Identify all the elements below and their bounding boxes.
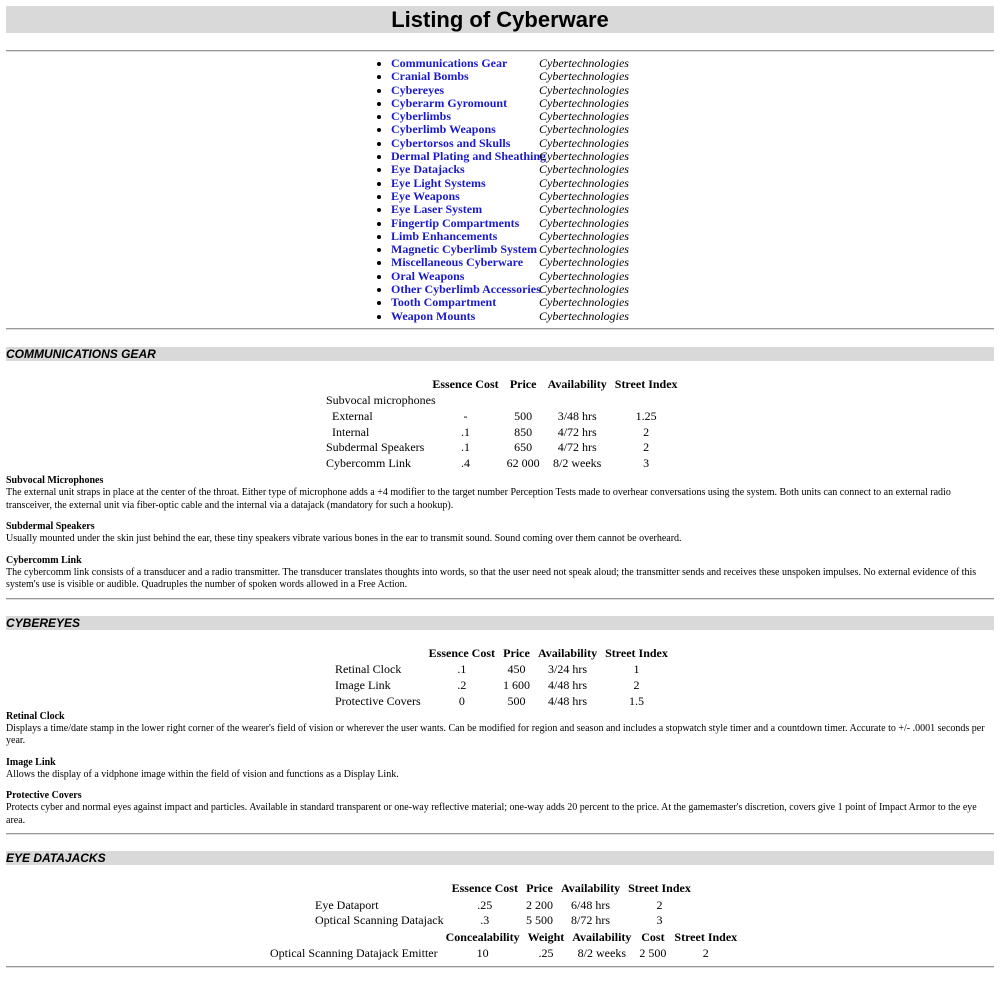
cybereyes-table — [331, 645, 672, 709]
toc-category: Cybertechnologies — [539, 295, 629, 310]
toc-link[interactable]: Dermal Plating and Sheathing — [391, 149, 547, 164]
column-header: Availability — [547, 376, 607, 391]
column-header: Price — [526, 881, 553, 896]
entry-title: Protective Covers — [6, 790, 82, 802]
table-cell: 500 — [507, 693, 526, 708]
toc-link[interactable]: Oral Weapons — [391, 268, 465, 283]
table-cell: 3 — [643, 456, 650, 471]
toc-link[interactable]: Miscellaneous Cyberware — [391, 255, 524, 270]
table-cell: 0 — [458, 693, 465, 708]
column-header: Street Index — [605, 645, 668, 660]
toc-category: Cybertechnologies — [539, 308, 629, 323]
toc-item — [391, 270, 634, 283]
entry — [6, 555, 994, 592]
toc-category: Cybertechnologies — [539, 282, 629, 297]
entry-text: Protects cyber and normal eyes against impact and particles. Available in standard transparent or one-way reflective material; one-way adds 20 percent to the price. At the gamemaster's discretion, covers give 1 point of Impact Armor to the eye area. — [6, 802, 977, 826]
table-cell: 4/48 hrs — [548, 677, 588, 692]
table-cell: Internal — [332, 424, 370, 439]
entry-text: Allows the display of a vidphone image within the field of vision and functions as a Display Link. — [6, 768, 399, 780]
toc-link[interactable]: Magnetic Cyberlimb System — [391, 242, 537, 257]
column-header: Availability — [572, 929, 632, 944]
toc-category: Cybertechnologies — [539, 228, 629, 243]
toc-link[interactable]: Cyberlimbs — [391, 109, 451, 124]
toc-category: Cybertechnologies — [539, 255, 629, 270]
entry-text: The cybercomm link consists of a transducer and a radio transmitter. The transducer translates thoughts into words, so that the user need not speak aloud; the transmitter sends and receives these unspoken impulses. No external evidence of this system's use is visible or audible. Quadruples the number of spoken words allowed in a Free Action. — [6, 566, 977, 591]
table-cell: .2 — [457, 677, 467, 692]
table-row — [311, 913, 695, 929]
toc-item — [391, 177, 634, 190]
column-header: Price — [509, 376, 537, 391]
table-cell: 450 — [507, 662, 526, 677]
toc-category: Cybertechnologies — [539, 109, 629, 124]
table-cell: 4/48 hrs — [548, 693, 588, 708]
toc-item — [391, 243, 634, 256]
toc-link[interactable]: Eye Weapons — [391, 188, 460, 203]
table-row — [322, 409, 682, 425]
toc-category: Cybertechnologies — [539, 69, 629, 84]
table-cell: 650 — [514, 440, 533, 455]
toc-item — [391, 296, 634, 309]
table-cell: Protective Covers — [335, 693, 421, 708]
toc-link[interactable]: Cybereyes — [391, 82, 445, 97]
table-cell: 3 — [656, 913, 663, 928]
column-header — [331, 645, 425, 662]
toc-category: Cybertechnologies — [539, 56, 629, 70]
entry — [6, 757, 994, 782]
table-cell: 2 — [633, 677, 640, 692]
toc-category: Cybertechnologies — [539, 188, 629, 203]
table-cell: 2 — [643, 440, 650, 455]
table-cell: 3/48 hrs — [557, 408, 597, 423]
entry-title: Subdermal Speakers — [6, 521, 95, 533]
toc-item — [391, 97, 634, 110]
column-header: Street Index — [628, 881, 691, 896]
eye-datajacks-table — [311, 880, 695, 928]
table-cell: 2 — [702, 946, 709, 961]
toc-link[interactable]: Fingertip Compartments — [391, 215, 520, 230]
table-row — [331, 678, 672, 694]
entry — [6, 711, 994, 748]
toc-item — [391, 163, 634, 176]
section-title-communications-gear: COMMUNICATIONS GEAR — [6, 347, 994, 361]
table-cell: 2 — [643, 424, 650, 439]
toc-link[interactable]: Tooth Compartment — [391, 295, 497, 310]
table-cell: Optical Scanning Datajack — [315, 913, 444, 928]
toc-category: Cybertechnologies — [539, 95, 629, 110]
toc-category: Cybertechnologies — [539, 268, 629, 283]
entry — [6, 475, 994, 512]
column-header: Essence Cost — [432, 376, 499, 391]
toc-link[interactable]: Communications Gear — [391, 56, 508, 70]
table-cell: 5 500 — [525, 913, 553, 928]
entry-title: Image Link — [6, 756, 56, 768]
toc-link[interactable]: Eye Datajacks — [391, 162, 465, 177]
table-cell: 62 000 — [506, 456, 540, 471]
toc-item — [391, 84, 634, 97]
table-cell: 1.25 — [635, 408, 657, 423]
toc-link[interactable]: Weapon Mounts — [391, 308, 476, 323]
table-cell: Retinal Clock — [335, 662, 402, 677]
entry-title: Subvocal Microphones — [6, 475, 104, 487]
toc-link[interactable]: Cranial Bombs — [391, 69, 469, 84]
table-cell: Image Link — [335, 677, 391, 692]
table-cell: .4 — [460, 456, 470, 471]
entry — [6, 790, 994, 827]
toc-item — [391, 190, 634, 203]
table-cell: .1 — [457, 662, 467, 677]
toc-item — [391, 203, 634, 216]
toc-item — [391, 137, 634, 150]
table-cell: 850 — [514, 424, 533, 439]
column-header — [311, 880, 448, 897]
table-cell: External — [332, 408, 373, 423]
table-cell: .3 — [480, 913, 490, 928]
section-title-eye-datajacks: EYE DATAJACKS — [6, 851, 994, 865]
column-header — [322, 376, 428, 393]
toc-item — [391, 70, 634, 83]
entry — [6, 521, 994, 546]
table-row — [331, 662, 672, 678]
divider — [6, 966, 994, 968]
table-cell: 1 — [633, 662, 640, 677]
table-row — [311, 897, 695, 913]
column-header: Availability — [537, 645, 598, 660]
toc-category: Cybertechnologies — [539, 135, 629, 150]
table-cell: Subdermal Speakers — [326, 440, 425, 455]
table-row — [322, 456, 682, 472]
table-cell: Eye Dataport — [315, 897, 379, 912]
table-cell: Optical Scanning Datajack Emitter — [270, 946, 438, 961]
column-header: Essence Cost — [428, 645, 495, 660]
table-cell: 3/24 hrs — [548, 662, 588, 677]
toc-item — [391, 123, 634, 136]
column-header: Concealability — [445, 929, 520, 944]
communications-gear-table — [322, 376, 682, 471]
table-row — [322, 440, 682, 456]
table-row — [322, 424, 682, 440]
table-of-contents — [374, 57, 634, 323]
table-cell: 1 600 — [502, 677, 530, 692]
toc-category: Cybertechnologies — [539, 122, 629, 137]
toc-link[interactable]: Eye Laser System — [391, 202, 483, 217]
toc-link[interactable]: Eye Light Systems — [391, 175, 486, 190]
toc-item — [391, 230, 634, 243]
toc-link[interactable]: Limb Enhancements — [391, 228, 498, 243]
entry-text: Displays a time/date stamp in the lower right corner of the wearer's field of vision or wherever the user wants. Can be modified for region and season and includes a stopwatch style timer and a countdown timer. Accurate to +/- .0001 seconds per year. — [6, 722, 985, 747]
toc-category: Cybertechnologies — [539, 162, 629, 177]
table-cell: - — [463, 408, 468, 423]
toc-link[interactable]: Cybertorsos and Skulls — [391, 135, 511, 150]
toc-category: Cybertechnologies — [539, 82, 629, 97]
toc-category: Cybertechnologies — [539, 242, 629, 257]
table-cell: .1 — [460, 424, 470, 439]
table-cell: 2 200 — [525, 897, 553, 912]
toc-category: Cybertechnologies — [539, 202, 629, 217]
table-cell: 10 — [476, 946, 489, 961]
column-header: Street Index — [674, 929, 738, 944]
toc-item — [391, 283, 634, 296]
toc-link[interactable]: Other Cyberlimb Accessories — [391, 282, 541, 297]
table-row — [266, 946, 741, 962]
toc-item — [391, 256, 634, 269]
table-cell: .25 — [538, 946, 554, 961]
eye-datajacks-emitter-table — [266, 929, 741, 962]
table-cell: 4/72 hrs — [557, 424, 597, 439]
toc-link[interactable]: Cyberlimb Weapons — [391, 122, 496, 137]
table-cell: 6/48 hrs — [571, 897, 611, 912]
toc-item — [391, 150, 634, 163]
table-cell: 4/72 hrs — [557, 440, 597, 455]
table-cell: .25 — [477, 897, 493, 912]
column-header: Street Index — [614, 376, 678, 391]
table-cell: 500 — [514, 408, 533, 423]
table-row — [331, 693, 672, 709]
toc-category: Cybertechnologies — [539, 175, 629, 190]
table-cell: 8/2 weeks — [553, 456, 602, 471]
entry-text: Usually mounted under the skin just behind the ear, these tiny speakers vibrate various bones in the ear to transmit sound. Sound coming over them cannot be overheard. — [6, 533, 682, 545]
toc-link[interactable]: Cyberarm Gyromount — [391, 95, 508, 110]
table-cell: 2 500 — [639, 946, 667, 961]
toc-item — [391, 217, 634, 230]
table-cell: 1.5 — [629, 693, 644, 708]
table-cell: 8/2 weeks — [577, 946, 626, 961]
entry-title: Retinal Clock — [6, 710, 65, 722]
toc-category: Cybertechnologies — [539, 215, 629, 230]
column-header: Weight — [527, 929, 565, 944]
toc-category: Cybertechnologies — [539, 149, 629, 164]
page-title: Listing of Cyberware — [6, 6, 994, 33]
column-header: Availability — [560, 881, 621, 896]
entry-text: The external unit straps in place at the center of the throat. Either type of microphone adds a +4 modifier to the target number Perception Tests made to overhear conversations using the system. Both units can connect to an external radio transceiver, the external unit via fiber-optic cable and the internal via a datajack (mandatory for such a hookup). — [6, 487, 951, 511]
group-label: Subvocal microphones — [326, 393, 436, 408]
column-header: Price — [503, 645, 530, 660]
column-header: Cost — [641, 929, 665, 944]
toc-item — [391, 110, 634, 123]
toc-item — [391, 57, 634, 70]
section-title-cybereyes: CYBEREYES — [6, 616, 994, 630]
table-cell: 2 — [656, 897, 663, 912]
toc-item — [391, 310, 634, 323]
column-header: Essence Cost — [451, 881, 518, 896]
table-cell: 8/72 hrs — [571, 913, 611, 928]
table-cell: Cybercomm Link — [326, 456, 411, 471]
table-cell: .1 — [460, 440, 470, 455]
column-header — [266, 929, 442, 946]
entry-title: Cybercomm Link — [6, 554, 82, 566]
